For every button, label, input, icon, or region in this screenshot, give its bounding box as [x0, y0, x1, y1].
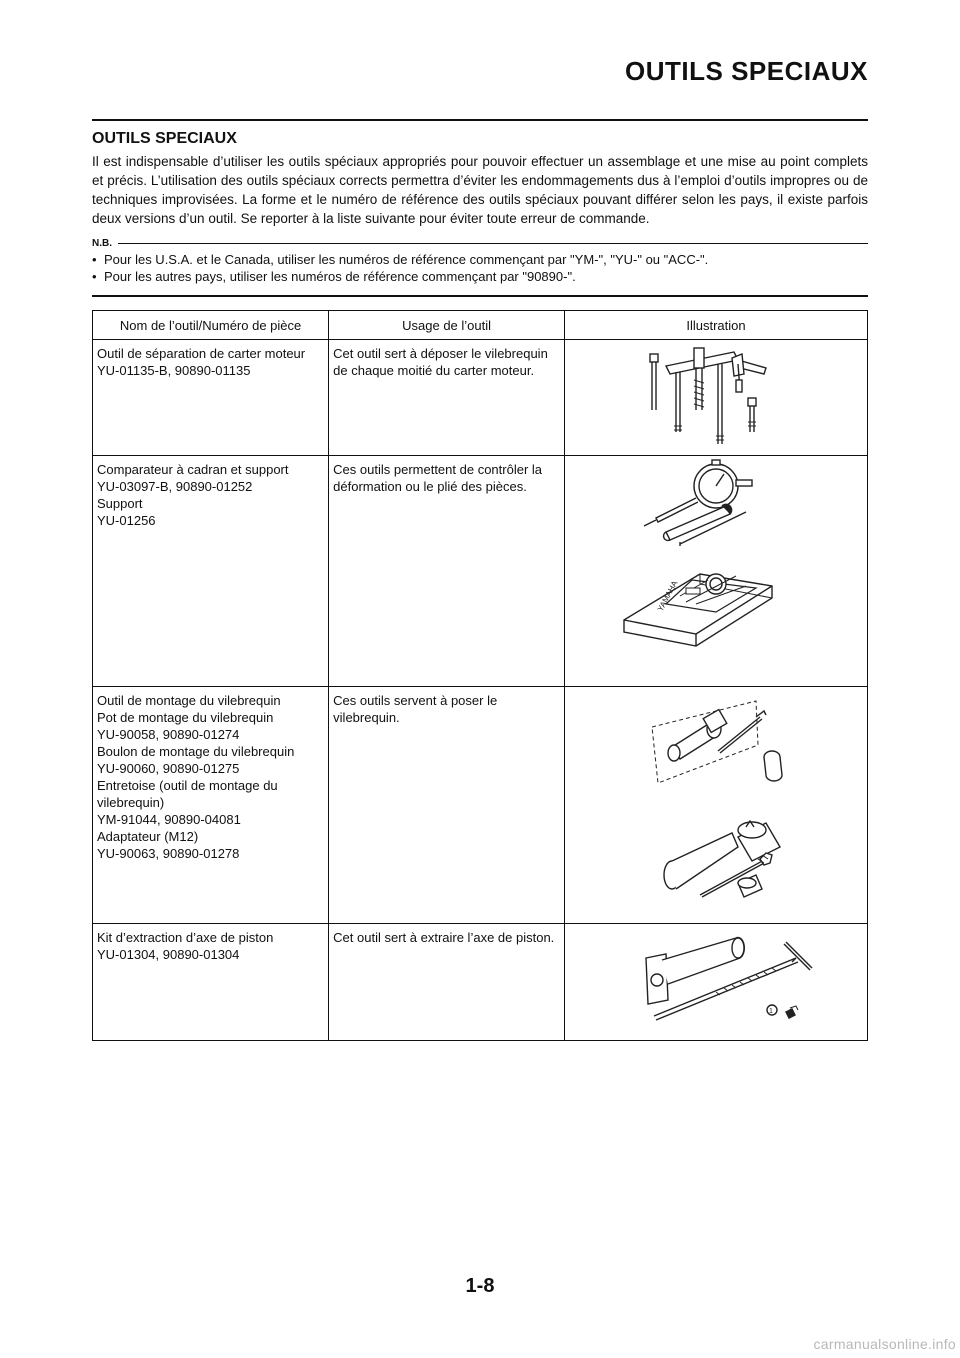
tool-name-line: Adaptateur (M12)	[97, 829, 199, 844]
tool-name-line: YM-91044, 90890-04081	[97, 812, 241, 827]
tool-name-line: YU-90058, 90890-01274	[97, 727, 240, 742]
tool-name-line: YU-03097-B, 90890-01252	[97, 479, 253, 494]
header-illustration: Illustration	[565, 311, 868, 340]
tool-name-line: YU-01256	[97, 513, 156, 528]
page-title: OUTILS SPECIAUX	[625, 56, 868, 86]
illustration-cell	[565, 687, 868, 924]
note-list	[92, 251, 868, 285]
page-number: 1-8	[465, 1275, 495, 1297]
table-header-row	[93, 311, 868, 340]
crankcase-separating-tool-illustration	[616, 340, 816, 452]
tool-name-line: YU-01135-B, 90890-01135	[97, 363, 251, 378]
tools-table	[92, 310, 868, 1041]
header-tool-usage: Usage de l’outil	[329, 311, 565, 340]
header-tool-name: Nom de l’outil/Numéro de pièce	[93, 311, 329, 340]
header-rule	[92, 119, 868, 121]
illustration-cell	[565, 340, 868, 456]
tool-name-cell	[93, 687, 329, 924]
tool-name-line: YU-90063, 90890-01278	[97, 846, 240, 861]
tool-usage-cell: Ces outils permettent de contrôler la déformation ou le plié des pièces.	[329, 456, 565, 687]
illustration-cell	[565, 456, 868, 687]
illustration-cell	[565, 924, 868, 1041]
note-item: • Pour les autres pays, utiliser les numéros de référence commençant par "90890-".	[92, 268, 868, 285]
tool-usage-cell: Ces outils servent à poser le vilebrequin.	[329, 687, 565, 924]
watermark: carmanualsonline.info	[813, 1336, 956, 1352]
note-rule	[118, 243, 868, 244]
tool-name-cell	[93, 340, 329, 456]
case-brand-label: YAMAHA	[655, 579, 680, 613]
dial-gauge-and-stand-illustration	[596, 456, 836, 682]
tool-name-line: YU-90060, 90890-01275	[97, 761, 240, 776]
content	[92, 130, 868, 1041]
crankshaft-installer-illustration	[606, 687, 826, 919]
note-item: • Pour les U.S.A. et le Canada, utiliser les numéros de référence commençant par "YM-", "YU-" ou "ACC-".	[92, 251, 868, 268]
tool-name-cell	[93, 456, 329, 687]
tool-name-cell	[93, 924, 329, 1041]
tool-name-line: Entretoise (outil de montage du vilebrequin)	[97, 778, 278, 810]
intro-paragraph: Il est indispensable d’utiliser les outils spéciaux appropriés pour pouvoir effectuer un assemblage et une mise au point complets et précis. L’utilisation des outils spéciaux corrects permettra d’éviter les endommagements dus à l’emploi d’outils impropres ou de techniques improvisées. La forme et le numéro de référence des outils spéciaux pouvant différer selon les pays, il existe parfois deux versions d’un outil. Se reporter à la liste suivante pour éviter toute erreur de commande.	[92, 154, 868, 226]
tool-name-line: Pot de montage du vilebrequin	[97, 710, 274, 725]
table-row	[93, 924, 868, 1041]
tool-name-line: YU-01304, 90890-01304	[97, 947, 240, 962]
part-marker: 1	[769, 1008, 773, 1015]
tool-name-line: Outil de montage du vilebrequin	[97, 693, 281, 708]
tool-usage-cell: Cet outil sert à déposer le vilebrequin de chaque moitié du carter moteur.	[329, 340, 565, 456]
tool-name-line: Boulon de montage du vilebrequin	[97, 744, 295, 759]
table-row	[93, 340, 868, 456]
table-row	[93, 456, 868, 687]
tool-name-line: Support	[97, 496, 143, 511]
tool-usage-cell: Cet outil sert à extraire l’axe de piston.	[329, 924, 565, 1041]
note-block	[92, 238, 868, 297]
section-heading: OUTILS SPECIAUX	[92, 130, 237, 147]
note-label: N.B.	[92, 238, 112, 249]
note-end-rule	[92, 295, 868, 297]
tool-name-line: Kit d’extraction d’axe de piston	[97, 930, 274, 945]
table-row	[93, 687, 868, 924]
piston-pin-puller-illustration	[596, 924, 836, 1034]
tool-name-line: Comparateur à cadran et support	[97, 462, 289, 477]
note-header	[92, 238, 868, 249]
tool-name-line: Outil de séparation de carter moteur	[97, 346, 306, 361]
